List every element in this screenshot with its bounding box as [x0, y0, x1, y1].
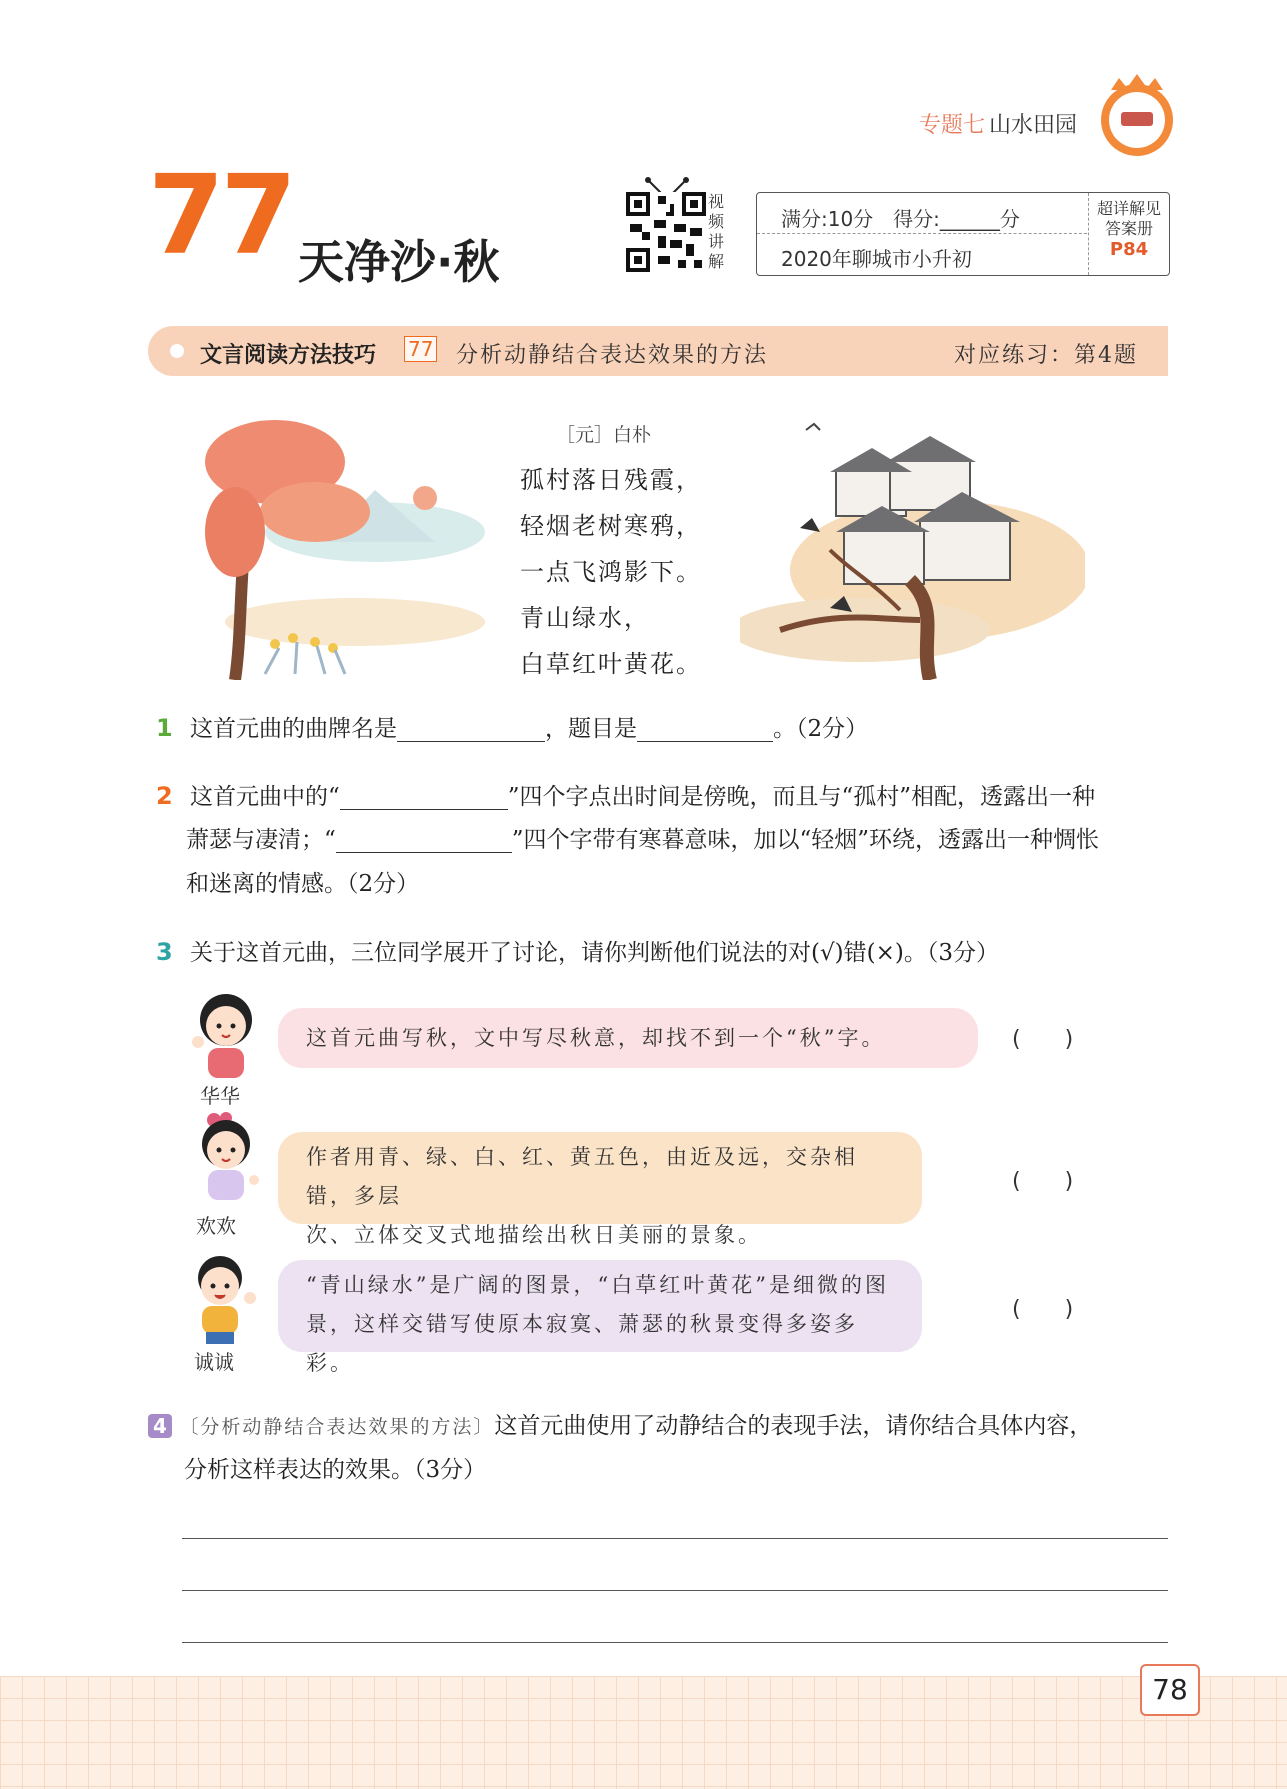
village-crows-illustration	[740, 420, 1085, 680]
poem-author: ［元］白朴	[556, 424, 652, 446]
answer-blank[interactable]	[397, 715, 545, 742]
lesson-number: 77	[148, 151, 294, 279]
girl-huahua-avatar	[186, 986, 266, 1086]
speech-bubble	[278, 1260, 922, 1375]
answer-page: P84	[1109, 239, 1149, 260]
bubble-line: 景，这样交错写使原本寂寞、萧瑟的秋景变得多姿多彩。	[306, 1312, 858, 1375]
question-2	[156, 774, 1186, 819]
bullet-icon	[170, 344, 184, 358]
bubble-line: 作者用青、绿、白、红、黄五色，由近及远，交杂相错，多层	[306, 1145, 858, 1208]
poem-line: 白草红叶黄花。	[520, 650, 702, 678]
question-text: 和迷离的情感。（2分）	[186, 871, 420, 897]
answer-hint: 超详解见答案册	[1096, 199, 1161, 238]
question-number: 1	[156, 714, 173, 742]
speech-bubble: 这首元曲写秋，文中写尽秋意，却找不到一个“秋”字。	[278, 1008, 978, 1068]
method-tag: 〔分析动静结合表达效果的方法〕	[179, 1416, 495, 1438]
score-line: 满分:10分 得分:______分	[781, 207, 1020, 231]
question-text: 这首元曲中的“	[190, 784, 340, 810]
page-number: 78	[1140, 1664, 1200, 1716]
boy-chengcheng-avatar	[180, 1250, 260, 1350]
question-3	[156, 930, 1186, 975]
method-description: 分析动静结合表达效果的方法	[456, 343, 769, 368]
answer-line[interactable]	[182, 1590, 1168, 1591]
answer-line[interactable]	[182, 1538, 1168, 1539]
question-text: ”四个字带有寒暮意味，加以“轻烟”环绕，透露出一种惆怅	[511, 827, 1100, 853]
question-text: 分析这样表达的效果。（3分）	[184, 1457, 487, 1483]
judge-parentheses[interactable]: ( )	[1012, 1169, 1074, 1194]
girl-huanhuan-avatar	[186, 1112, 266, 1212]
judge-parentheses[interactable]: ( )	[1012, 1027, 1074, 1052]
footer-grid	[0, 1676, 1287, 1789]
question-text: 关于这首元曲，三位同学展开了讨论，请你判断他们说法的对(√)错(×)。（3分）	[190, 940, 999, 966]
autumn-tree-illustration	[205, 412, 485, 680]
method-practice: 对应练习：第4题	[954, 343, 1138, 368]
question-1	[156, 706, 1186, 751]
qr-code-icon[interactable]	[626, 192, 706, 272]
question-number: 4	[148, 1414, 172, 1438]
qr-label: 视频讲解	[708, 192, 725, 271]
bubble-line: 次、立体交叉式地描绘出秋日美丽的景象。	[306, 1223, 762, 1247]
question-text: ”四个字点出时间是傍晚，而且与“孤村”相配，透露出一种	[507, 784, 1096, 810]
answer-blank[interactable]	[637, 715, 773, 742]
exam-source: 2020年聊城市小升初	[781, 247, 972, 271]
question-text: ，题目是	[545, 716, 638, 742]
judge-parentheses[interactable]: ( )	[1012, 1297, 1074, 1322]
student-name: 诚诚	[194, 1350, 234, 1374]
question-text: 这首元曲的曲牌名是	[190, 716, 398, 742]
student-name: 华华	[200, 1084, 240, 1108]
question-text: 。（2分）	[773, 716, 869, 742]
score-box	[756, 192, 1170, 276]
poem-line: 一点飞鸿影下。	[520, 558, 702, 586]
publisher-logo-icon	[1097, 72, 1177, 160]
student-name: 欢欢	[196, 1214, 236, 1238]
method-title: 文言阅读方法技巧	[200, 343, 377, 368]
lesson-title: 天净沙·秋	[298, 235, 500, 289]
method-banner	[148, 326, 1168, 376]
question-4	[148, 1404, 1188, 1449]
answer-reference	[1088, 193, 1169, 275]
poem-line: 青山绿水，	[520, 604, 650, 632]
question-text: 这首元曲使用了动静结合的表现手法，请你结合具体内容，	[494, 1413, 1093, 1439]
question-number: 2	[156, 782, 173, 810]
question-2-line	[186, 818, 1186, 862]
bubble-line: “青山绿水”是广阔的图景，“白草红叶黄花”是细微的图	[306, 1273, 889, 1297]
poem-line: 孤村落日残霞，	[520, 466, 702, 494]
score-divider	[757, 233, 1087, 234]
method-number: 77	[404, 336, 437, 362]
answer-blank[interactable]	[336, 826, 512, 853]
answer-blank[interactable]	[340, 783, 508, 810]
question-text: 萧瑟与凄清；“	[186, 827, 336, 853]
topic-name: 山水田园	[988, 113, 1077, 138]
speech-bubble	[278, 1132, 922, 1247]
topic-label: 专题七	[918, 113, 985, 138]
poem-line: 轻烟老树寒鸦，	[520, 512, 702, 540]
answer-line[interactable]	[182, 1642, 1168, 1643]
question-number: 3	[156, 938, 173, 966]
